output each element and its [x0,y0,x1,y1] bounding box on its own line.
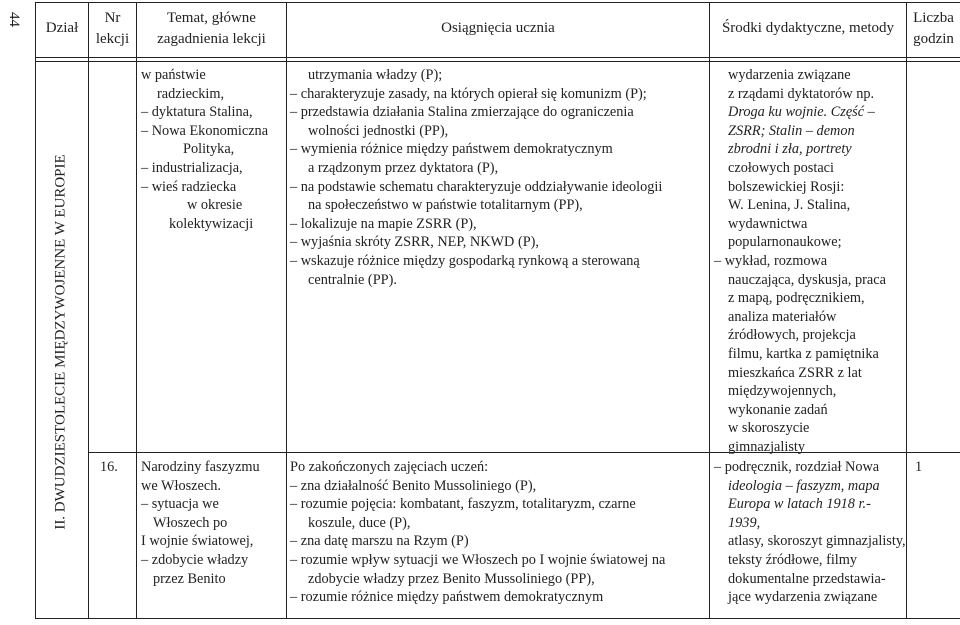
row2-topic [129,458,286,588]
means-line: zbrodni i zła, portrety [728,141,852,158]
means-line: ZSRR; Stalin – demon [728,122,855,139]
header-rule [35,61,960,62]
means-line: z mapą, podręcznikiem, [728,290,865,307]
means-line: czołowych postaci [728,159,834,176]
topic-line: Włoszech po [153,514,228,531]
row2-means [714,458,906,607]
topic-line: radzieckim, [157,85,225,102]
means-line: – wykład, rozmowa [714,252,828,269]
topic-line: I wojnie światowej, [141,533,254,550]
achievement-line: koszule, duce (P), [308,514,411,531]
achievement-line: zdobycie władzy przez Benito Mussoliniego (PP), [308,570,595,587]
header-srodki: Środki dydaktyczne, metody [721,20,895,36]
topic-line: we Włoszech. [141,477,221,494]
topic-line: Polityka, [183,141,235,158]
means-line: źródłowych, projekcja [728,327,856,344]
means-line: analiza materiałów [728,308,837,325]
row1-achievements [290,66,708,289]
header-dzial: Dział [45,20,79,36]
table-bottom-border [35,618,960,619]
section-title: II. DWUDZIESTOLECIE MIĘDZYWOJENNE W EUROPIE [52,153,69,530]
means-line: w skoroszycie [728,420,810,437]
means-line: międzywojennych, [728,383,837,400]
header-nr-lekcji: Nr lekcji [95,10,130,47]
achievement-line: utrzymania władzy (P); [308,67,443,83]
topic-line: w państwie [141,67,206,83]
achievement-line: – rozumie różnice między państwem demokratycznym [290,589,604,606]
means-line: Europa w latach 1918 r.- [728,496,871,513]
achievement-line: – wymienia różnice między państwem demokratycznym [290,141,613,158]
means-line: gimnazjalisty [728,438,806,455]
means-line: dokumentalne przedstawia- [728,570,886,587]
means-line: nauczająca, dyskusja, praca [728,271,886,288]
header-liczba-godzin: Liczba godzin [913,10,954,47]
column-border [709,2,710,619]
means-line: filmu, kartka z pamiętnika [728,345,879,362]
header-temat: Temat, główne zagadnienia lekcji [157,10,266,47]
header-osiagniecia: Osiągnięcia ucznia [441,20,555,36]
means-line: bolszewickiej Rosji: [728,178,845,195]
achievement-line: – lokalizuje na mapie ZSRR (P), [290,215,477,232]
achievement-line: – rozumie wpływ sytuacji we Włoszech po I wojnie światowej na [290,551,666,568]
header-bottom-border [35,57,960,58]
achievement-line: wolności jednostki (PP), [308,122,449,139]
page-number: 44 [5,11,22,27]
topic-line: – sytuacja we [141,496,219,513]
achievement-line: na społeczeństwo w państwie totalitarnym (PP), [308,197,583,214]
topic-line: Narodziny faszyzmu [141,459,260,475]
means-line: ideologia – faszyzm, mapa [728,477,880,494]
row2-number: 16. [100,459,118,475]
means-line: – podręcznik, rozdział Nowa [714,459,880,475]
topic-line: – industrializacja, [141,159,243,176]
topic-line: – wieś radziecka [141,178,237,195]
achievement-line: – charakteryzuje zasady, na których opierał się komunizm (P); [290,85,647,102]
achievement-line: – rozumie pojęcia: kombatant, faszyzm, totalitaryzm, czarne [290,496,636,513]
achievement-line: – wskazuje różnice między gospodarką rynkową a sterowaną [290,252,640,269]
achievement-line: – wyjaśnia skróty ZSRR, NEP, NKWD (P), [290,234,540,251]
achievement-line: a rządzonym przez dyktatora (P), [308,159,499,176]
topic-line: przez Benito [153,570,226,587]
means-line: mieszkańca ZSRR z lat [728,364,862,381]
means-line: wydarzenia związane [728,67,851,83]
means-line: teksty źródłowe, filmy [728,551,858,568]
achievement-line: – zna działalność Benito Mussoliniego (P), [290,477,537,494]
means-line: Droga ku wojnie. Część – [728,104,875,121]
column-border [88,2,89,619]
column-border [906,2,907,619]
topic-line: – dyktatura Stalina, [141,104,253,121]
achievement-line: centralnie (PP). [308,271,397,288]
achievement-line: – przedstawia działania Stalina zmierzające do ograniczenia [290,104,634,121]
means-line: jące wydarzenia związane [728,589,878,606]
means-line: atlasy, skoroszyt gimnazjalisty, [728,533,906,550]
means-line: wykonanie zadań [728,401,828,418]
means-line: W. Lenina, J. Stalina, [728,197,851,214]
achievement-line: Po zakończonych zajęciach uczeń: [290,459,489,475]
row2-hours: 1 [915,459,923,475]
row2-achievements [290,458,708,607]
topic-line: w okresie [187,197,243,214]
row1-means [714,66,906,456]
topic-line: kolektywizacji [169,215,254,232]
achievement-line: – zna datę marszu na Rzym (P) [290,533,469,550]
topic-line: – zdobycie władzy [141,551,249,568]
means-line: 1939, [728,514,761,531]
achievement-line: – na podstawie schematu charakteryzuje oddziaływanie ideologii [290,178,663,195]
means-line: wydawnictwa [728,215,808,232]
row1-topic [129,66,286,233]
column-border [286,2,287,619]
table-top-border [35,2,960,3]
means-line: popularnonaukowe; [728,234,842,251]
topic-line: – Nowa Ekonomiczna [141,122,269,139]
means-line: z rządami dyktatorów np. [728,85,875,102]
